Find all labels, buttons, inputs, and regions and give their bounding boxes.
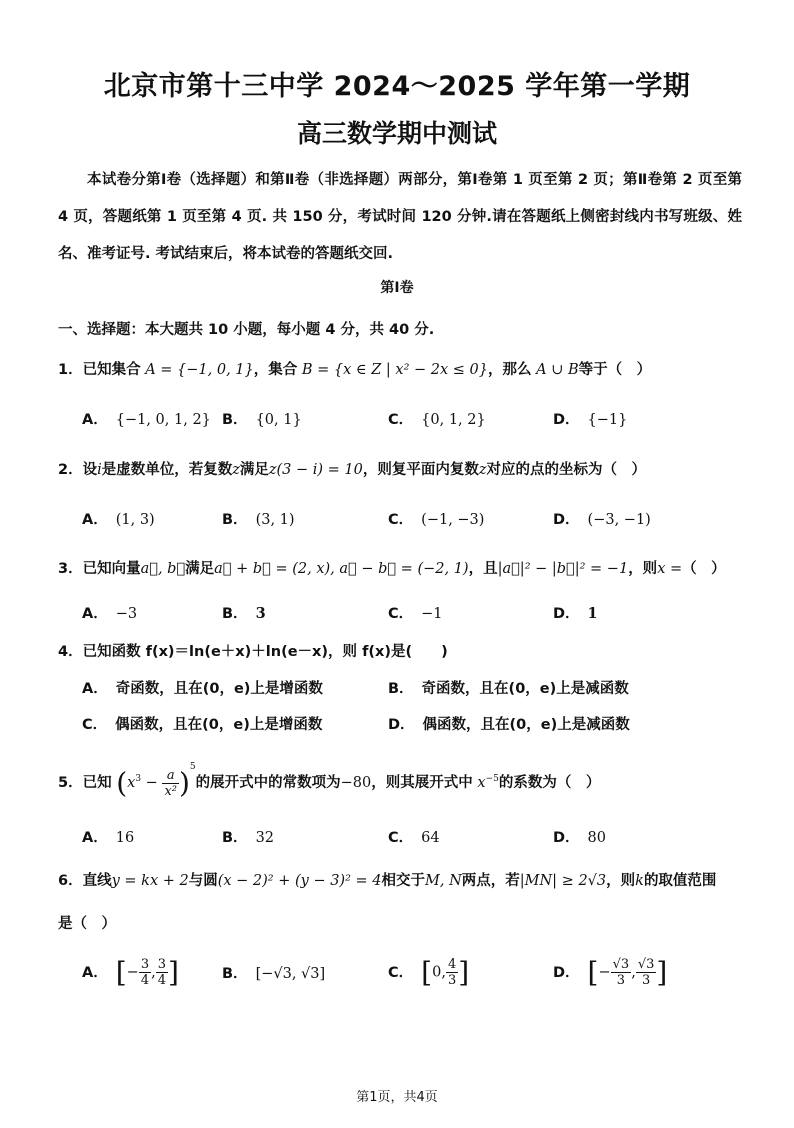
math-expression: a⃗ + b⃗ = (2, x), a⃗ − b⃗ = (−2, 1) [214,561,469,577]
math-expression: (x − 2)² + (y − 3)² = 4 [217,873,382,889]
section-heading: 一、选择题：本大题共 10 小题，每小题 4 分，共 40 分. [58,322,435,338]
option-d[interactable]: D． [− $\frac{√3}{3}$ , $\frac{√3}{3}$ ] [553,956,668,989]
math-expression: z(3 − i) = 10 [268,462,363,478]
option-c[interactable]: C． 64 [388,830,440,846]
question-2: 2．设i是虚数单位，若复数z满足z(3 − i) = 10，则复平面内复数z对应的点的坐标为（ ） [58,462,647,478]
math-expression: |a⃗|² − |b⃗|² = −1 [497,561,629,577]
math-expression: B = {x ∈ Z | x² − 2x ≤ 0} [301,362,489,378]
exam-subtitle: 高三数学期中测试 [296,119,497,148]
exam-title: 北京市第十三中学 2024～2025 学年第一学期 [103,71,691,102]
option-a[interactable]: A． [− $\frac{3}{4}$ , $\frac{3}{4}$ ] [82,956,179,989]
question-3: 3．已知向量a⃗, b⃗满足a⃗ + b⃗ = (2, x), a⃗ − b⃗ = (−2, 1)，且|a⃗|² − |b⃗|² = −1，则x =（ ） [58,561,726,577]
option-c[interactable]: C． 偶函数，且在(0，e)上是增函数 [82,717,323,733]
option-a[interactable]: A． −3 [82,606,138,622]
option-a[interactable]: A． 16 [82,830,135,846]
option-d[interactable]: D． (−3, −1) [553,512,651,528]
question-5: 5．已知 ($x^3$ − $\frac{a}{\text{x²}}$ )$^5$的展开式中的常数项为−80，则其展开式中 $x^{-5}$的系数为（ ） [58,762,601,800]
binomial-expression: ($x^3$ − $\frac{a}{\text{x²}}$ )$^5$ [116,762,196,800]
question-1: 1．已知集合 A = {−1, 0, 1}，集合 B = {x ∈ Z | x² − 2x ≤ 0}，那么 A ∪ B等于（ ） [58,362,652,378]
option-d[interactable]: D． 偶函数，且在(0，e)上是减函数 [388,717,630,733]
question-6: 6．直线y = kx + 2与圆(x − 2)² + (y − 3)² = 4相交于M, N两点，若|MN| ≥ 2√3，则k的取值范围 [58,873,717,889]
volume-label: 第Ⅰ卷 [380,280,414,296]
option-b[interactable]: B． 3 [222,605,266,622]
question-6-continuation: 是（ ） [58,916,116,932]
option-b[interactable]: B． 奇函数，且在(0，e)上是减函数 [388,681,629,697]
option-c[interactable]: C． −1 [388,606,443,622]
instructions-paragraph: 本试卷分第Ⅰ卷（选择题）和第Ⅱ卷（非选择题）两部分，第Ⅰ卷第 1 页至第 2 页；第Ⅱ卷第 2 页至第 4 页，答题纸第 1 页至第 4 页. 共 150 分，考试时间 120 分钟.请在答题纸上侧密封线内书写班级、姓名、准考证号. 考试结束后，将本试卷的答题纸交回. [58,172,742,262]
option-c[interactable]: C． [0, $\frac{4}{3}$ ] [388,956,470,989]
question-4: 4．已知函数 f(x)＝ln(e＋x)＋ln(e－x)，则 f(x)是( ) [58,644,448,660]
option-d[interactable]: D． {−1} [553,412,628,428]
option-c[interactable]: C． {0, 1, 2} [388,412,486,428]
option-b[interactable]: B． {0, 1} [222,412,302,428]
math-expression: A ∪ B [536,362,579,378]
option-a[interactable]: A． {−1, 0, 1, 2} [82,412,211,428]
math-expression: A = {−1, 0, 1} [145,362,254,378]
option-b[interactable]: B． (3, 1) [222,512,295,528]
option-d[interactable]: D． 80 [553,830,606,846]
option-d[interactable]: D． 1 [553,605,598,622]
math-expression: y = kx + 2 [111,873,189,889]
option-b[interactable]: B． 32 [222,830,275,846]
option-a[interactable]: A． 奇函数，且在(0，e)上是增函数 [82,681,323,697]
page-footer: 第1页，共4页 [356,1090,438,1105]
option-b[interactable]: B． [−√3, √3] [222,966,326,982]
option-a[interactable]: A． (1, 3) [82,512,155,528]
option-c[interactable]: C． (−1, −3) [388,512,485,528]
math-expression: |MN| ≥ 2√3 [519,873,607,889]
